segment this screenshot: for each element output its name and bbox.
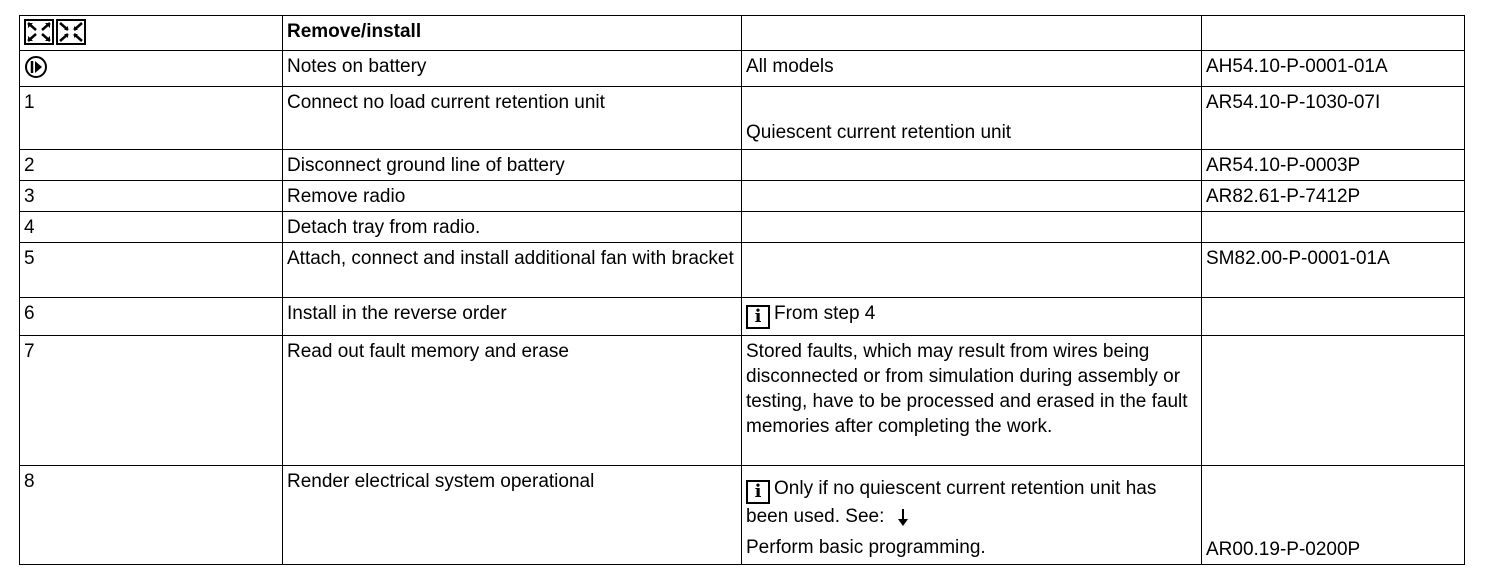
reference-link[interactable]: AR82.61-P-7412P	[1206, 186, 1361, 207]
step-cell: 6	[20, 298, 283, 336]
reference-link[interactable]: AR54.10-P-1030-07I	[1206, 92, 1381, 113]
table-row	[20, 181, 1465, 212]
step-cell: 2	[20, 150, 283, 181]
step-cell: 7	[20, 336, 283, 466]
reference-link[interactable]: AR54.10-P-0003P	[1206, 155, 1361, 176]
reference-link[interactable]: AR00.19-P-0200P	[1206, 539, 1361, 560]
ref-cell	[1202, 336, 1465, 466]
table-row	[20, 16, 1465, 51]
action-cell: Render electrical system operational	[283, 466, 742, 565]
step-cell: 4	[20, 212, 283, 243]
step-cell	[20, 51, 283, 87]
action-cell: Connect no load current retention unit	[283, 87, 742, 150]
table-row	[20, 298, 1465, 336]
notes-text: From step 4	[774, 303, 876, 324]
ref-cell[interactable]	[1202, 87, 1465, 150]
step-cell: 8	[20, 466, 283, 565]
notes-text: Perform basic programming.	[746, 537, 986, 558]
notes-cell: Stored faults, which may result from wires being disconnected or from simulation during assembly or testing, have to be processed and erased in the fault memories after completing the work.	[742, 336, 1202, 466]
info-icon: i	[746, 480, 770, 504]
table-row	[20, 51, 1465, 87]
table-row	[20, 243, 1465, 298]
ref-cell[interactable]	[1202, 51, 1465, 87]
notes-arrow-icon	[24, 55, 48, 79]
ref-cell	[1202, 298, 1465, 336]
notes-text: Quiescent current retention unit	[746, 122, 1012, 143]
notes-cell	[742, 466, 1202, 565]
action-cell: Attach, connect and install additional fan with bracket	[283, 243, 742, 298]
action-cell: Install in the reverse order	[283, 298, 742, 336]
step-cell: 5	[20, 243, 283, 298]
table-row	[20, 150, 1465, 181]
ref-cell[interactable]	[1202, 181, 1465, 212]
action-cell: Read out fault memory and erase	[283, 336, 742, 466]
notes-cell	[742, 150, 1202, 181]
ref-cell[interactable]	[1202, 243, 1465, 298]
action-cell: Disconnect ground line of battery	[283, 150, 742, 181]
procedure-table	[19, 15, 1465, 565]
step-cell: 3	[20, 181, 283, 212]
notes-cell	[742, 87, 1202, 150]
remove-install-icon	[24, 19, 86, 45]
table-row	[20, 336, 1465, 466]
notes-cell: All models	[742, 51, 1202, 87]
info-icon: i	[746, 305, 770, 329]
action-cell: Remove radio	[283, 181, 742, 212]
step-cell: 1	[20, 87, 283, 150]
action-cell: Detach tray from radio.	[283, 212, 742, 243]
notes-cell	[742, 181, 1202, 212]
action-cell: Notes on battery	[283, 51, 742, 87]
down-arrow-icon[interactable]	[896, 507, 910, 527]
table-row	[20, 212, 1465, 243]
notes-text: Only if no quiescent current retention unit has been used. See:	[746, 478, 1157, 527]
reference-link[interactable]: SM82.00-P-0001-01A	[1206, 248, 1390, 269]
ref-cell	[1202, 212, 1465, 243]
action-cell: Remove/install	[283, 16, 742, 51]
notes-cell	[742, 16, 1202, 51]
notes-cell	[742, 298, 1202, 336]
ref-cell[interactable]	[1202, 150, 1465, 181]
notes-cell	[742, 243, 1202, 298]
ref-cell[interactable]	[1202, 466, 1465, 565]
step-cell	[20, 16, 283, 51]
notes-cell	[742, 212, 1202, 243]
table-row	[20, 466, 1465, 565]
ref-cell	[1202, 16, 1465, 51]
table-row	[20, 87, 1465, 150]
reference-link[interactable]: AH54.10-P-0001-01A	[1206, 56, 1388, 77]
